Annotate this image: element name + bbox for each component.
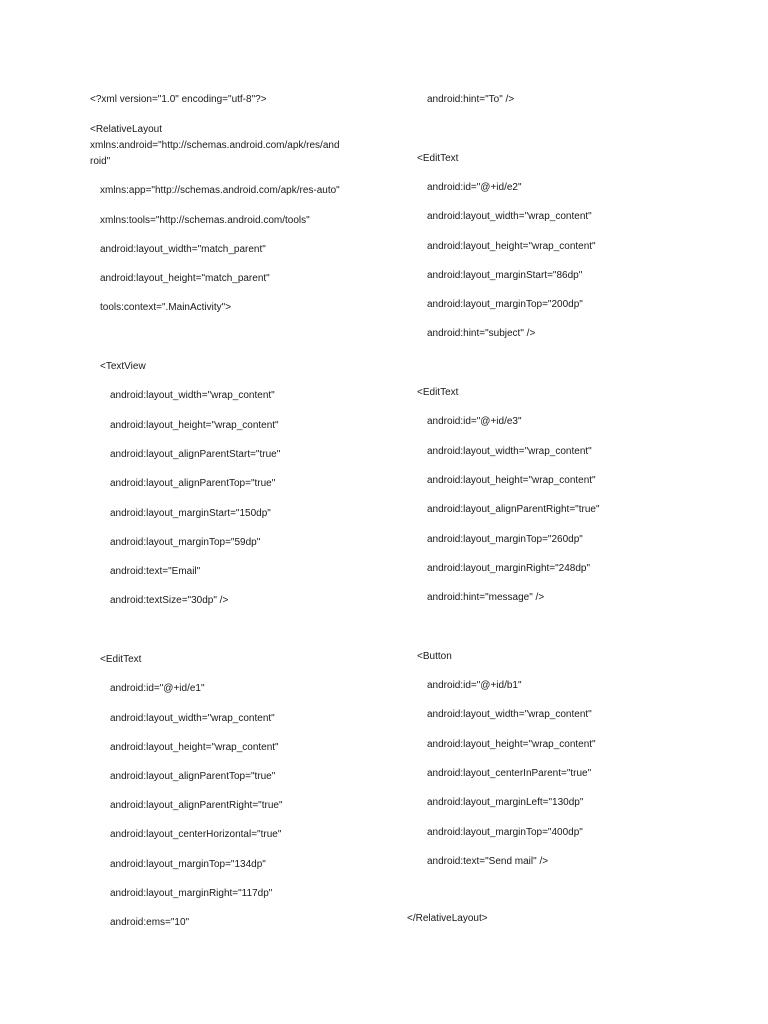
code-line: android:layout_alignParentRight="true" xyxy=(427,504,600,515)
code-line: <TextView xyxy=(100,361,146,372)
code-line: android:layout_width="match_parent" xyxy=(100,244,266,255)
code-line: android:layout_centerHorizontal="true" xyxy=(110,829,282,840)
code-line: <EditText xyxy=(100,654,142,665)
code-line: android:layout_height="match_parent" xyxy=(100,273,270,284)
code-line: <EditText xyxy=(417,153,459,164)
code-line: android:hint="message" /> xyxy=(427,592,545,603)
code-line: android:hint="To" /> xyxy=(427,94,515,105)
code-line: android:layout_marginStart="86dp" xyxy=(427,270,583,281)
code-line: xmlns:tools="http://schemas.android.com/tools" xyxy=(100,215,310,226)
code-line: android:textSize="30dp" /> xyxy=(110,595,229,606)
code-line: android:layout_marginTop="134dp" xyxy=(110,859,266,870)
code-line: android:layout_height="wrap_content" xyxy=(110,420,279,431)
code-line: </RelativeLayout> xyxy=(407,913,488,924)
code-line: xmlns:android="http://schemas.android.com/apk/res/and xyxy=(90,140,340,151)
code-line: android:layout_alignParentStart="true" xyxy=(110,449,281,460)
code-line: android:id="@+id/e3" xyxy=(427,416,522,427)
code-line: android:layout_height="wrap_content" xyxy=(427,241,596,252)
code-line: <RelativeLayout xyxy=(90,124,162,135)
code-line: android:text="Email" xyxy=(110,566,201,577)
code-line: android:layout_alignParentTop="true" xyxy=(110,478,276,489)
code-line: <EditText xyxy=(417,387,459,398)
code-line: android:id="@+id/e2" xyxy=(427,182,522,193)
code-line: android:layout_marginTop="200dp" xyxy=(427,299,583,310)
code-line: android:layout_marginTop="400dp" xyxy=(427,827,583,838)
code-line: android:layout_marginTop="260dp" xyxy=(427,534,583,545)
code-line: android:layout_height="wrap_content" xyxy=(427,739,596,750)
code-line: android:layout_width="wrap_content" xyxy=(427,709,592,720)
code-line: android:layout_height="wrap_content" xyxy=(427,475,596,486)
code-line: <?xml version="1.0" encoding="utf-8"?> xyxy=(90,94,267,105)
code-line: android:ems="10" xyxy=(110,917,190,928)
code-line: android:text="Send mail" /> xyxy=(427,856,549,867)
code-line: android:layout_alignParentTop="true" xyxy=(110,771,276,782)
code-line: android:layout_width="wrap_content" xyxy=(110,390,275,401)
code-line: android:layout_width="wrap_content" xyxy=(427,446,592,457)
code-line: android:layout_height="wrap_content" xyxy=(110,742,279,753)
code-line: roid" xyxy=(90,156,111,167)
code-line: android:layout_marginRight="248dp" xyxy=(427,563,591,574)
code-line: <Button xyxy=(417,651,452,662)
code-line: xmlns:app="http://schemas.android.com/apk/res-auto" xyxy=(100,185,340,196)
code-line: android:id="@+id/e1" xyxy=(110,683,205,694)
code-line: android:hint="subject" /> xyxy=(427,328,536,339)
code-line: android:layout_width="wrap_content" xyxy=(110,713,275,724)
code-line: android:layout_marginTop="59dp" xyxy=(110,537,261,548)
code-line: android:layout_centerInParent="true" xyxy=(427,768,592,779)
code-line: android:layout_width="wrap_content" xyxy=(427,211,592,222)
code-line: android:layout_marginLeft="130dp" xyxy=(427,797,584,808)
code-line: tools:context=".MainActivity"> xyxy=(100,302,232,313)
code-line: android:layout_marginStart="150dp" xyxy=(110,508,271,519)
code-line: android:id="@+id/b1" xyxy=(427,680,522,691)
code-line: android:layout_alignParentRight="true" xyxy=(110,800,283,811)
code-line: android:layout_marginRight="117dp" xyxy=(110,888,273,899)
